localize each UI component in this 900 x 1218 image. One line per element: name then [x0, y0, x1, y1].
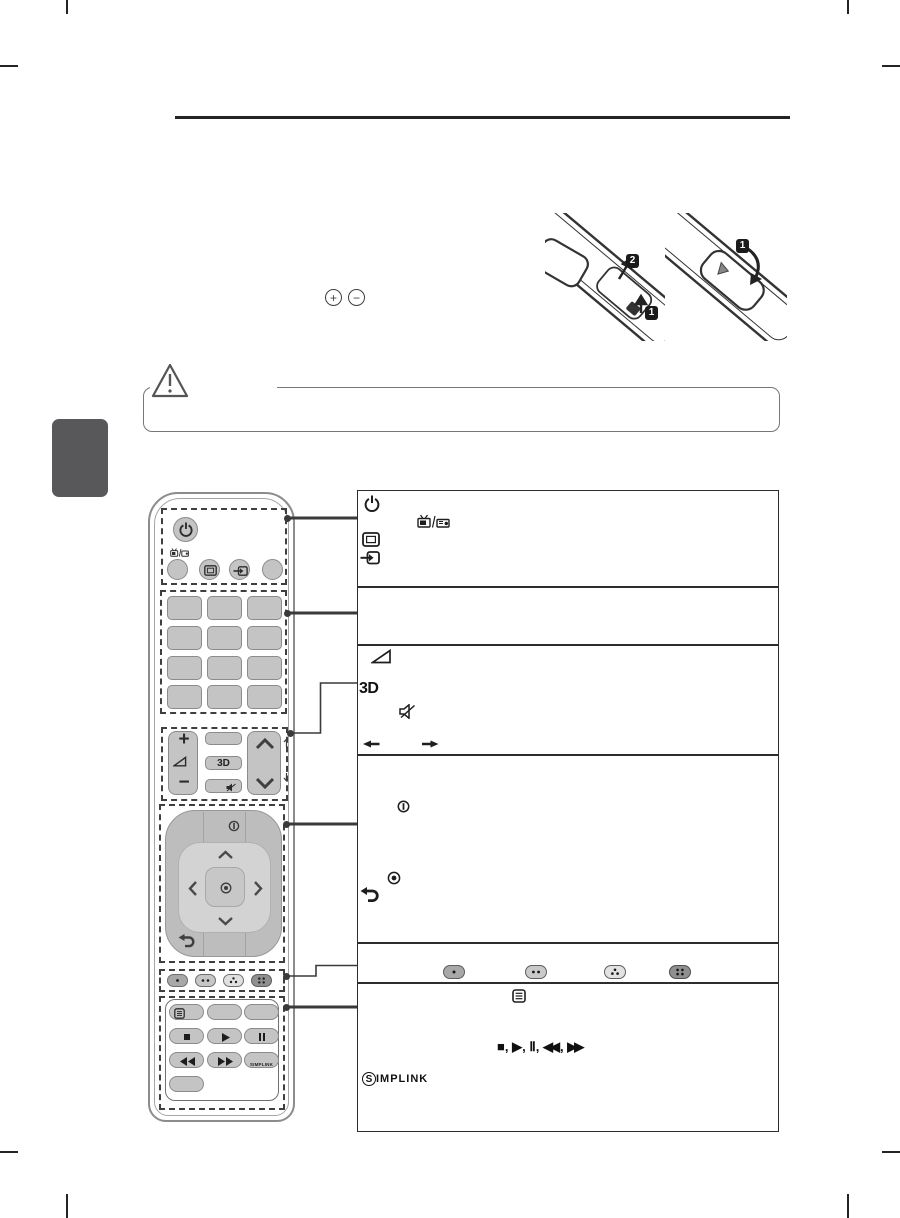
power-button — [173, 517, 198, 542]
numpad-key — [167, 685, 202, 709]
blank-key — [205, 732, 242, 745]
table-row-divider — [358, 586, 778, 588]
callout-dot-media — [283, 1004, 290, 1011]
step-badge-2: 2 — [626, 254, 639, 268]
play-icon — [222, 1033, 230, 1042]
rewind-icon — [180, 1057, 195, 1066]
numpad-key — [207, 626, 242, 650]
crop-mark-bottom-left-v — [66, 1194, 68, 1218]
numpad-key — [247, 656, 282, 680]
crop-mark-top-right-h — [882, 65, 900, 67]
blank-bottom-button — [169, 1076, 204, 1092]
crop-mark-bottom-left-h — [0, 1151, 18, 1153]
media-glyphs: ■, ▶, Ⅱ, ◀◀ , ▶▶ — [497, 1039, 582, 1054]
color-button-yellow — [223, 974, 244, 987]
3d-label: 3D — [359, 680, 379, 697]
numpad-key — [167, 656, 202, 680]
color-button-red — [167, 974, 188, 987]
ok-button — [205, 867, 245, 907]
callout-dot-numpad — [284, 610, 291, 617]
page-down-mark — [283, 772, 290, 782]
fast-forward-glyph: ▶▶ — [567, 1039, 582, 1054]
info-icon — [397, 800, 410, 813]
pause-icon — [259, 1033, 261, 1041]
section-tab — [52, 419, 108, 497]
volume-plus-label: + — [178, 729, 190, 750]
nav-pad — [165, 810, 282, 957]
mute-button — [205, 779, 242, 793]
ok-wheel-icon — [387, 871, 401, 885]
nav-inner — [178, 842, 271, 933]
callout-dot-power — [284, 515, 291, 522]
page-forward-icon — [422, 740, 439, 748]
numpad-key — [247, 596, 282, 620]
list-button — [169, 1004, 204, 1020]
callout-dot-color — [283, 973, 290, 980]
polarity-plus: + — [325, 289, 342, 306]
polarity-minus: − — [348, 289, 365, 306]
step-badge-1b: 1 — [736, 239, 749, 253]
volume-wedge-icon — [173, 756, 187, 767]
tv-rad-label-icon — [170, 548, 189, 557]
step-badge-1: 1 — [645, 306, 658, 320]
color-dot-button-blue — [669, 965, 691, 979]
header-rule — [175, 116, 790, 119]
nav-left-icon — [188, 880, 198, 897]
color-dot-button-green — [525, 965, 547, 979]
simplink-button — [244, 1052, 279, 1068]
color-dot-button-yellow — [604, 965, 626, 979]
volume-rocker — [168, 731, 198, 795]
tv-rad-icon — [417, 514, 450, 528]
simplink-logo — [362, 1070, 428, 1087]
table-row-divider — [358, 754, 778, 756]
table-row-divider — [358, 644, 778, 646]
table-row-divider — [358, 942, 778, 944]
channel-up-icon — [255, 738, 275, 750]
nav-pad-divider — [203, 931, 204, 957]
mute-icon — [399, 704, 416, 719]
numpad-key — [207, 685, 242, 709]
info-icon — [228, 820, 240, 832]
numpad-key — [167, 626, 202, 650]
callout-dot-volume — [287, 730, 294, 737]
pause-button — [244, 1028, 279, 1044]
battery-figure-open — [545, 213, 665, 341]
battery-figure-close — [665, 213, 787, 341]
stop-button — [169, 1028, 204, 1044]
3d-button: 3D — [205, 756, 242, 770]
numpad-key — [167, 596, 202, 620]
simplink-logo-text: IMPLINK — [376, 1072, 429, 1085]
pause-glyph: Ⅱ — [529, 1039, 536, 1054]
stop-icon — [184, 1034, 190, 1040]
fast-forward-button — [207, 1052, 242, 1068]
nav-pad-divider — [245, 931, 246, 957]
play-glyph: ▶ — [512, 1039, 523, 1054]
channel-rocker — [247, 731, 281, 795]
crop-mark-top-right-v — [847, 0, 849, 14]
crop-mark-top-left-h — [0, 65, 18, 67]
caution-icon — [149, 361, 191, 401]
nav-pad-divider — [203, 812, 204, 843]
crop-mark-bottom-right-h — [882, 1151, 900, 1153]
aspect-ratio-icon — [204, 565, 217, 576]
mute-icon — [226, 783, 237, 792]
fast-forward-icon — [218, 1057, 233, 1066]
numpad-key — [247, 626, 282, 650]
input-icon — [233, 566, 248, 576]
input-button — [229, 559, 250, 580]
color-dot-button-red — [443, 965, 465, 979]
crop-mark-bottom-right-v — [847, 1194, 849, 1218]
rewind-glyph: ◀◀ — [543, 1039, 558, 1054]
play-button — [207, 1028, 242, 1044]
back-icon — [360, 886, 380, 903]
back-icon — [178, 933, 196, 948]
simplink-mini-logo: SIMPLINK — [249, 1062, 274, 1067]
volume-wedge-icon — [371, 649, 392, 664]
color-button-blue — [251, 974, 272, 987]
aspect-ratio-button — [199, 559, 220, 580]
power-icon — [179, 521, 193, 538]
blank-bottom-button — [207, 1004, 242, 1020]
caution-box — [143, 387, 780, 432]
nav-up-icon — [217, 850, 234, 860]
callout-dot-nav — [283, 821, 290, 828]
channel-down-icon — [255, 777, 275, 789]
list-icon — [512, 989, 526, 1003]
blank-round-button — [262, 559, 283, 580]
power-icon — [364, 494, 380, 513]
simplink-logo-s: S — [362, 1072, 376, 1086]
ok-wheel-icon — [220, 882, 232, 894]
numpad-key — [207, 656, 242, 680]
crop-mark-top-left-v — [66, 0, 68, 14]
table-row-divider — [358, 982, 778, 984]
blank-bottom-button — [244, 1004, 279, 1020]
energy-saving-button — [167, 559, 188, 580]
input-icon — [360, 551, 380, 565]
volume-minus-label: − — [178, 772, 190, 793]
numpad-key — [247, 685, 282, 709]
aspect-ratio-icon — [362, 532, 380, 547]
stop-glyph: ■ — [497, 1039, 505, 1054]
rewind-button — [169, 1052, 204, 1068]
nav-pad-divider — [245, 812, 246, 843]
numpad-key — [207, 596, 242, 620]
page-up-mark — [283, 738, 290, 748]
page-back-icon — [363, 740, 380, 748]
nav-right-icon — [253, 880, 263, 897]
nav-down-icon — [217, 916, 234, 926]
color-button-green — [195, 974, 216, 987]
list-icon — [174, 1008, 185, 1019]
